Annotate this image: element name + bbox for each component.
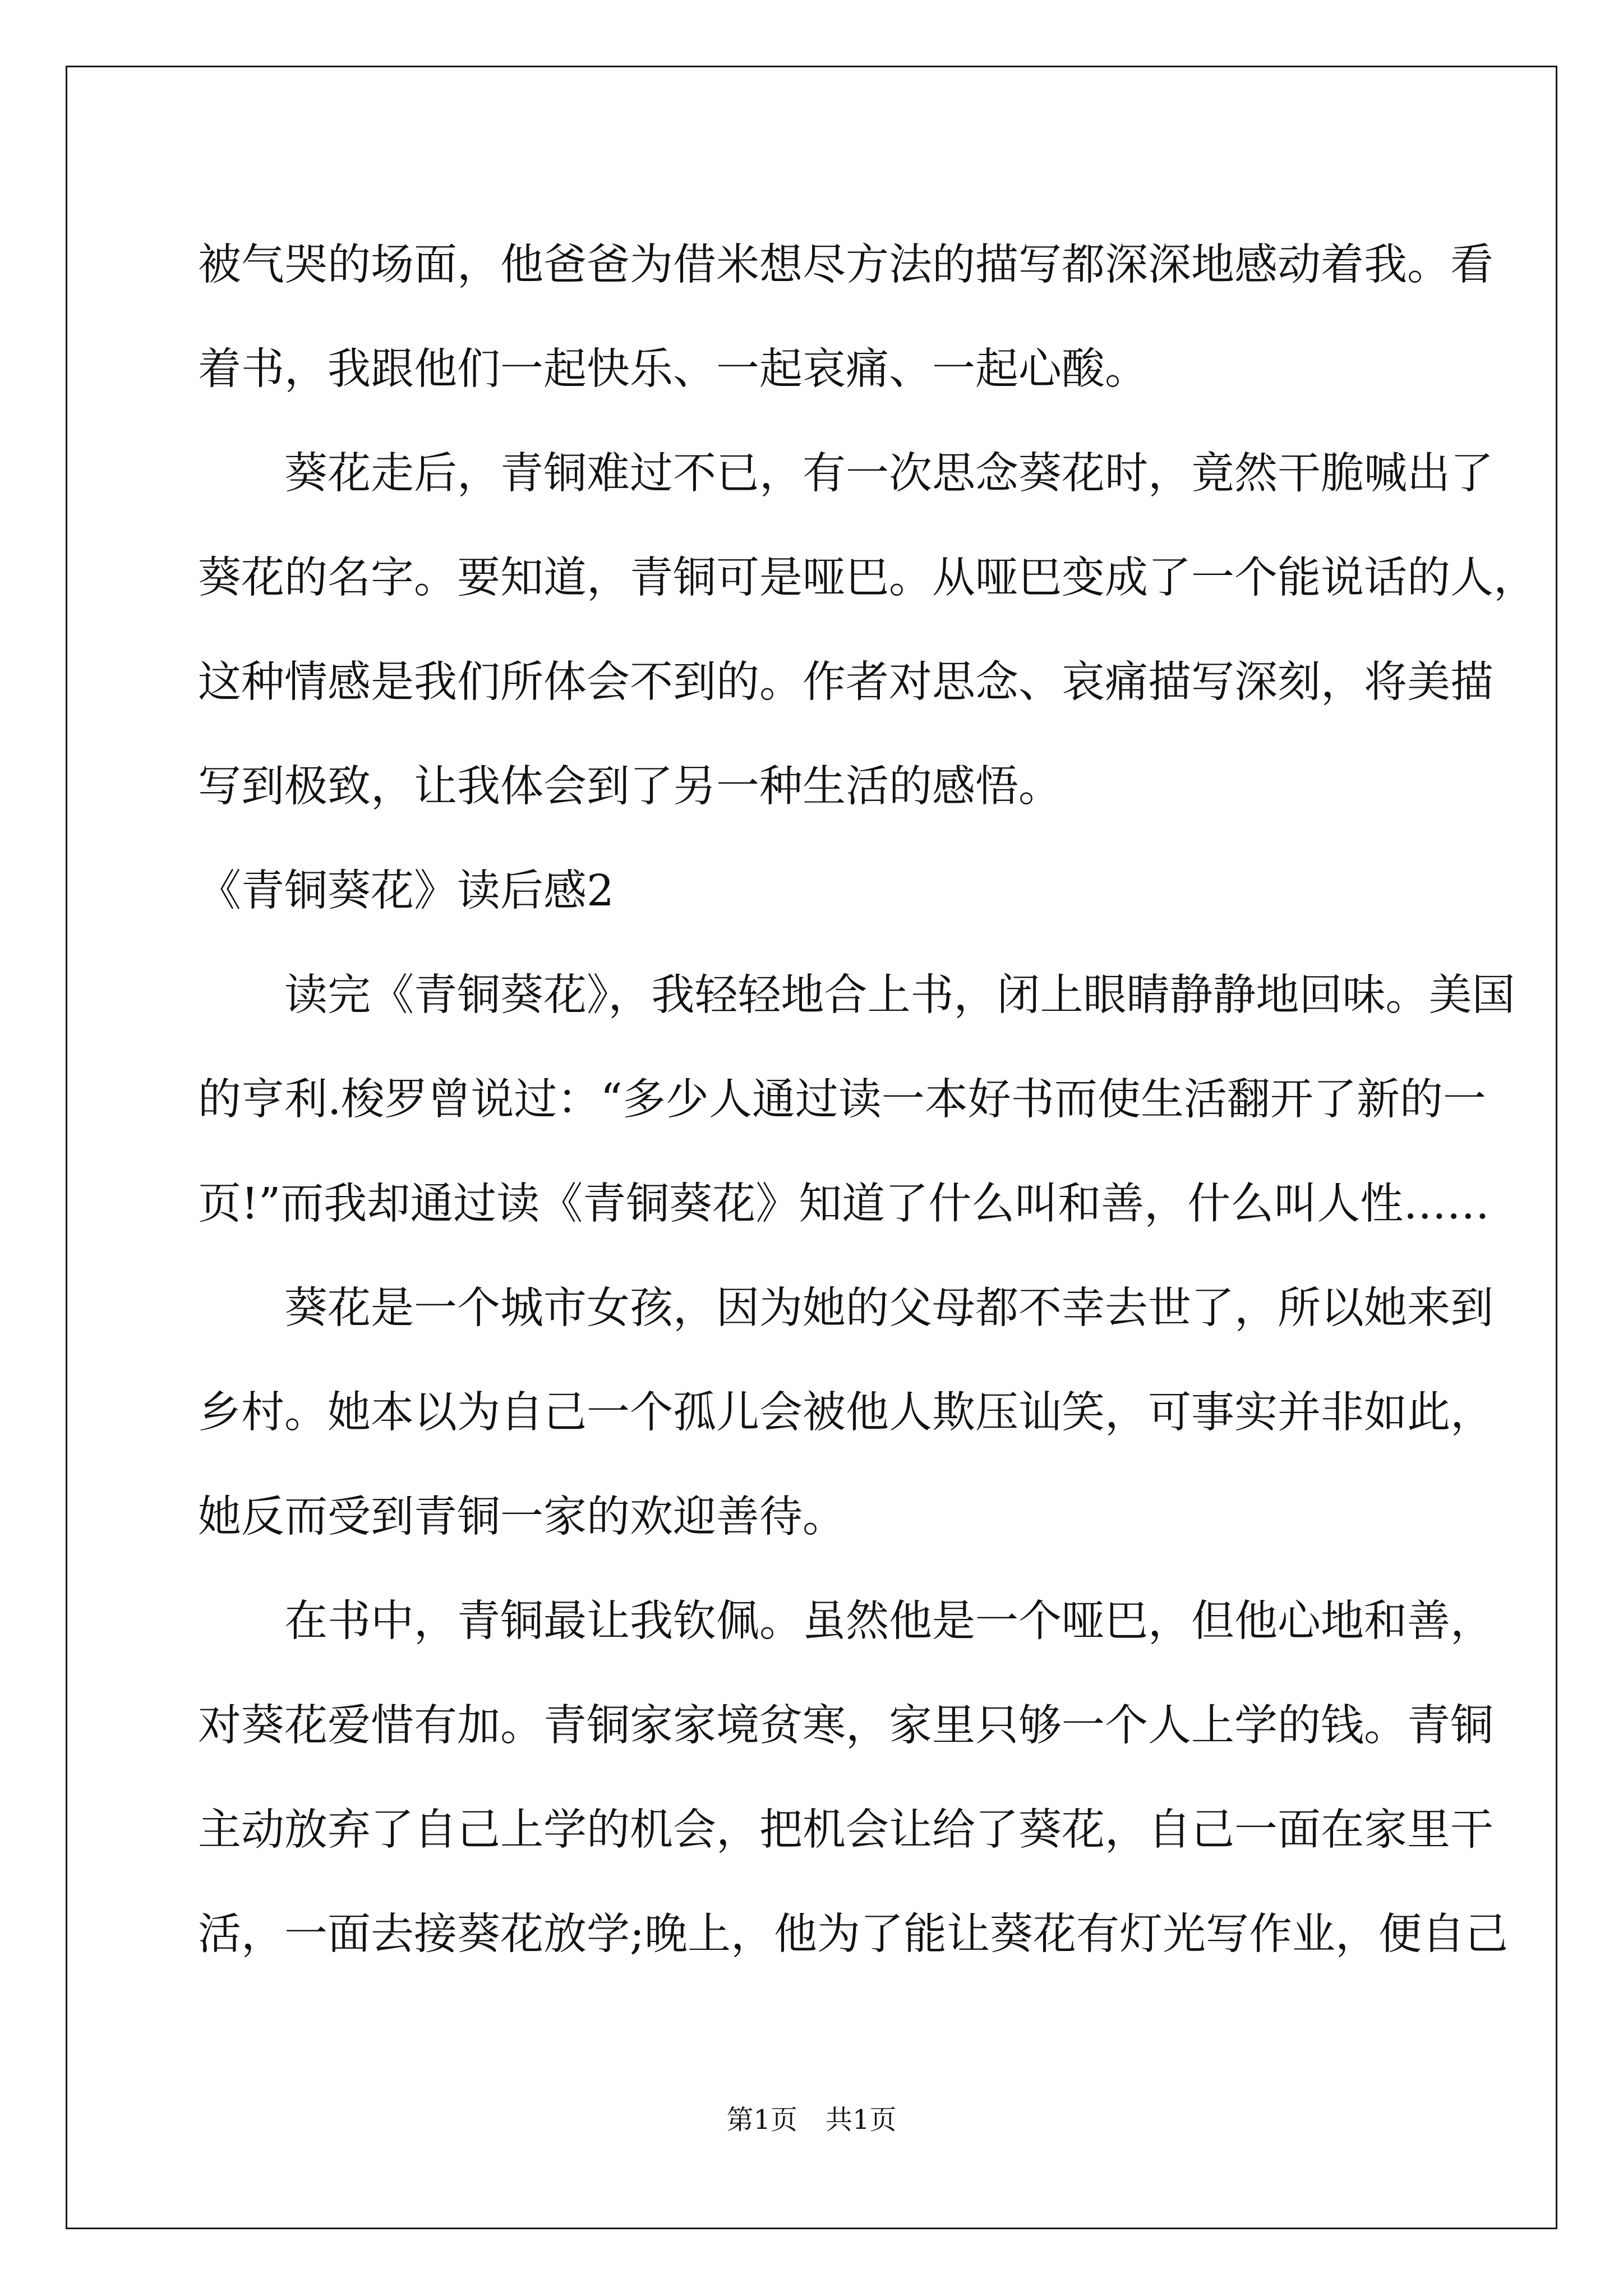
page-total: 共1页 bbox=[826, 2104, 897, 2136]
text-line: 被气哭的场面，他爸爸为借米想尽方法的描写都深深地感动着我。看 bbox=[198, 240, 1493, 290]
text-line: 葵花的名字。要知道，青铜可是哑巴。从哑巴变成了一个能说话的人， bbox=[198, 553, 1537, 603]
paragraph-2 bbox=[198, 422, 1537, 839]
text-line: 葵花是一个城市女孩，因为她的父母都不幸去世了，所以她来到 bbox=[284, 1283, 1493, 1333]
section-paragraph-3 bbox=[198, 1570, 1508, 1987]
text-line: 乡村。她本以为自己一个孤儿会被他人欺压讪笑，可事实并非如此， bbox=[198, 1388, 1493, 1438]
text-line: 对葵花爱惜有加。青铜家家境贫寒，家里只够一个人上学的钱。青铜 bbox=[198, 1701, 1493, 1751]
page-number: 第1页 bbox=[726, 2104, 797, 2136]
text-line: 葵花走后，青铜难过不已，有一次思念葵花时，竟然干脆喊出了 bbox=[284, 449, 1493, 499]
text-line: 活，一面去接葵花放学;晚上，他为了能让葵花有灯光写作业，便自己 bbox=[198, 1910, 1508, 1959]
text-line: 这种情感是我们所体会不到的。作者对思念、哀痛描写深刻，将美描 bbox=[198, 657, 1493, 707]
section-paragraph-1 bbox=[198, 944, 1515, 1257]
text-line: 写到极致，让我体会到了另一种生活的感悟。 bbox=[198, 762, 1062, 812]
section-paragraph-2 bbox=[198, 1257, 1493, 1570]
document-body bbox=[198, 213, 1537, 1987]
text-line: 着书，我跟他们一起快乐、一起哀痛、一起心酸。 bbox=[198, 344, 1148, 394]
text-line: 页!”而我却通过读《青铜葵花》知道了什么叫和善，什么叫人性…… bbox=[198, 1179, 1490, 1229]
text-line: 在书中，青铜最让我钦佩。虽然他是一个哑巴，但他心地和善， bbox=[284, 1596, 1493, 1646]
page-footer bbox=[0, 2098, 1623, 2137]
paragraph-1 bbox=[198, 213, 1493, 422]
section-title: 《青铜葵花》读后感2 bbox=[198, 866, 614, 916]
text-line: 她反而受到青铜一家的欢迎善待。 bbox=[198, 1492, 846, 1542]
text-line: 主动放弃了自己上学的机会，把机会让给了葵花，自己一面在家里干 bbox=[198, 1805, 1493, 1855]
text-line: 的亨利.梭罗曾说过：“多少人通过读一本好书而使生活翻开了新的一 bbox=[198, 1075, 1486, 1125]
text-line: 读完《青铜葵花》，我轻轻地合上书，闭上眼睛静静地回味。美国 bbox=[284, 970, 1515, 1020]
